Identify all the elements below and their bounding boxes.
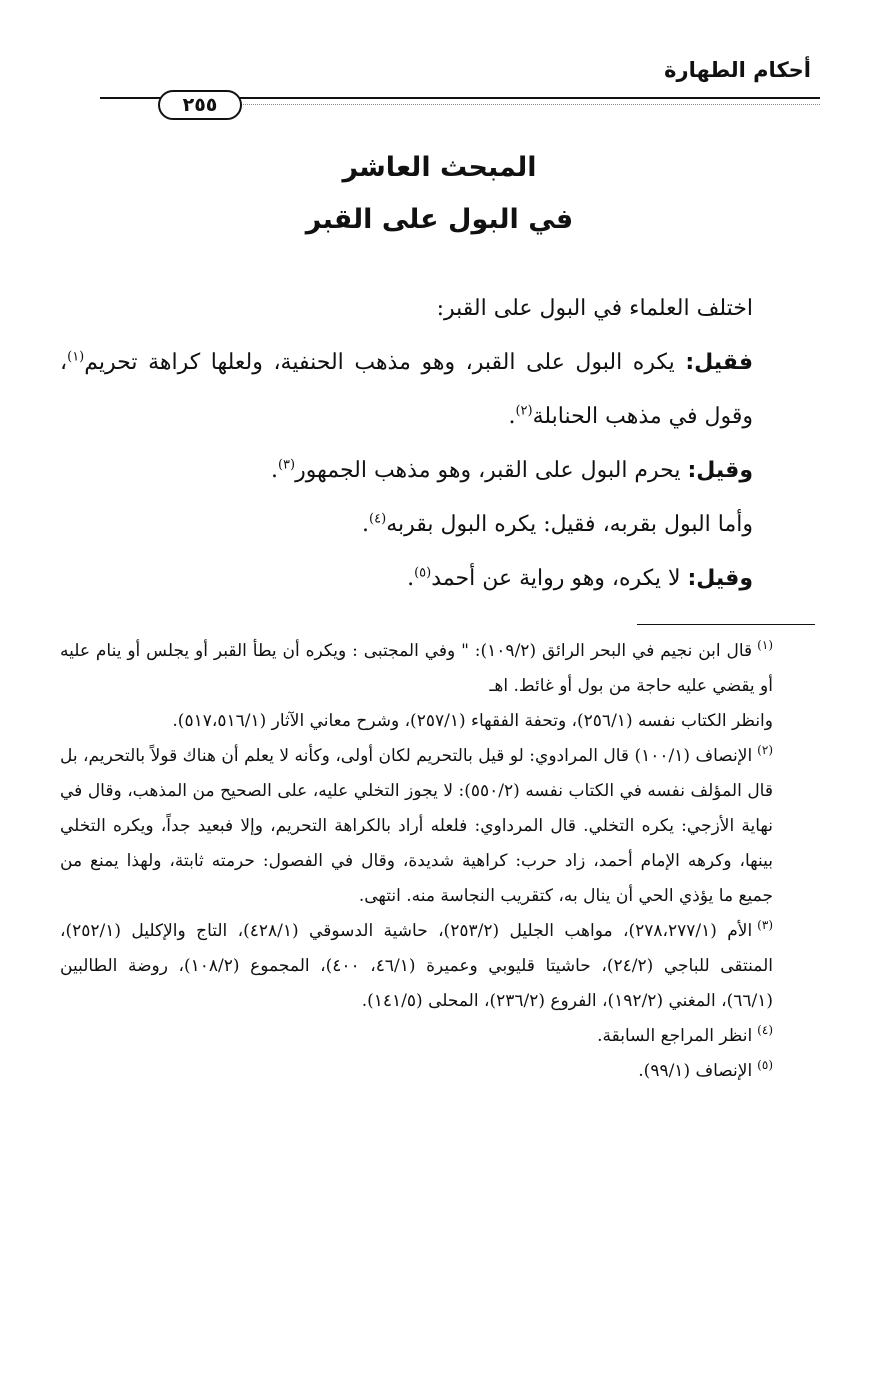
- footnote-text: قال ابن نجيم في البحر الرائق (١٠٩/٢): " وفي المجتبى : ويكره أن يطأ القبر أو يجلس أو ينام عليه أو يقضي عليه حاجة من بول أو غائط. اهـ: [60, 641, 773, 696]
- intro-text: اختلف العلماء في البول على القبر:: [436, 296, 753, 321]
- footnote-text: وانظر الكتاب نفسه (٢٥٦/١)، وتحفة الفقهاء (٢٥٧/١)، وشرح معاني الآثار (٥١٧،٥١٦/١).: [172, 711, 773, 731]
- footnote-ref[interactable]: (٥): [414, 565, 432, 581]
- sentence-end: .: [407, 566, 415, 591]
- opinion-paragraph-3: [60, 498, 815, 552]
- opinion-text: لا يكره، وهو رواية عن أحمد: [431, 566, 688, 591]
- footnote-3: [60, 914, 815, 1019]
- main-text: [60, 282, 815, 606]
- footnote-text: الإنصاف (١٠٠/١) قال المرادوي: لو قيل بالتحريم لكان أولى، وكأنه لا يعلم أن هناك قولاً بالتحريم، بل قال المؤلف نفسه في الكتاب نفسه (٥٥٠/٢): لا يجوز التخلي عليه، على الصحيح من المذهب، وقال في نهاية الأزجي: يكره التخلي. قال المرداوي: فلعله أراد بالكراهة التحريم، وإلا فبعيد جداً، ويكره التخلي بينها، وكرهه الإمام أحمد، زاد حرب: كراهية شديدة، وقال في الفصول: حرمته ثابتة، ولهذا يمنع من جميع ما يؤذي الحي أن ينال به، كتقريب النجاسة منه. انتهى.: [60, 746, 773, 906]
- opinion-paragraph-1: [60, 336, 815, 444]
- footnote-number: (٣): [757, 918, 773, 933]
- footnote-number: (٢): [757, 743, 773, 758]
- opinion-lead: وقيل:: [687, 566, 753, 591]
- opinion-lead: وقيل:: [687, 458, 753, 483]
- sentence-end: .: [508, 404, 516, 429]
- footnote-ref[interactable]: (٤): [369, 511, 387, 527]
- footnote-text: الأم (٢٧٨،٢٧٧/١)، مواهب الجليل (٢٥٣/٢)، حاشية الدسوقي (٤٢٨/١)، التاج والإكليل (٢٥٢/١)، المنتقى للباجي (٢٤/٢)، حاشيتا قليوبي وعميرة (٤٦/١، ٤٠٠)، المجموع (١٠٨/٢)، روضة الطالبين (٦٦/١)، المغني (١٩٢/٢)، الفروع (٢٣٦/٢)، المحلى (١٤١/٥).: [60, 921, 773, 1011]
- footnote-1-continued: [60, 704, 815, 739]
- intro-paragraph: [60, 282, 815, 336]
- opinion-text: يحرم البول على القبر، وهو مذهب الجمهور: [295, 458, 688, 483]
- footnote-2: [60, 739, 815, 914]
- chapter-subheading: في البول على القبر: [305, 204, 574, 235]
- footnote-number: (٥): [757, 1058, 773, 1073]
- sentence-end: .: [362, 512, 370, 537]
- footnote-number: (١): [757, 638, 773, 653]
- running-title: أحكام الطهارة: [664, 58, 811, 82]
- footnote-ref[interactable]: (١): [67, 349, 85, 365]
- opinion-text: ، وقول في مذهب الحنابلة: [60, 350, 753, 429]
- footnote-text: الإنصاف (٩٩/١).: [638, 1061, 753, 1081]
- opinion-lead: فقيل:: [685, 350, 753, 375]
- footnote-separator: [637, 624, 815, 625]
- footnote-ref[interactable]: (٢): [515, 403, 533, 419]
- footnote-4: [60, 1019, 815, 1054]
- opinion-text: وأما البول بقربه، فقيل: يكره البول بقربه: [386, 512, 753, 537]
- footnote-5: [60, 1054, 815, 1089]
- sentence-end: .: [270, 458, 278, 483]
- footnote-text: انظر المراجع السابقة.: [597, 1026, 753, 1046]
- footnote-ref[interactable]: (٣): [277, 457, 296, 473]
- footnotes: [60, 634, 815, 1089]
- header-rule-ornament: [240, 104, 820, 105]
- page-number-badge: ٢٥٥: [158, 90, 242, 120]
- chapter-heading: المبحث العاشر: [342, 152, 537, 183]
- opinion-text: يكره البول على القبر، وهو مذهب الحنفية، ولعلها كراهة تحريم: [84, 350, 686, 375]
- opinion-paragraph-4: [60, 552, 815, 606]
- footnote-number: (٤): [757, 1023, 773, 1038]
- opinion-paragraph-2: [60, 444, 815, 498]
- footnote-1: [60, 634, 815, 704]
